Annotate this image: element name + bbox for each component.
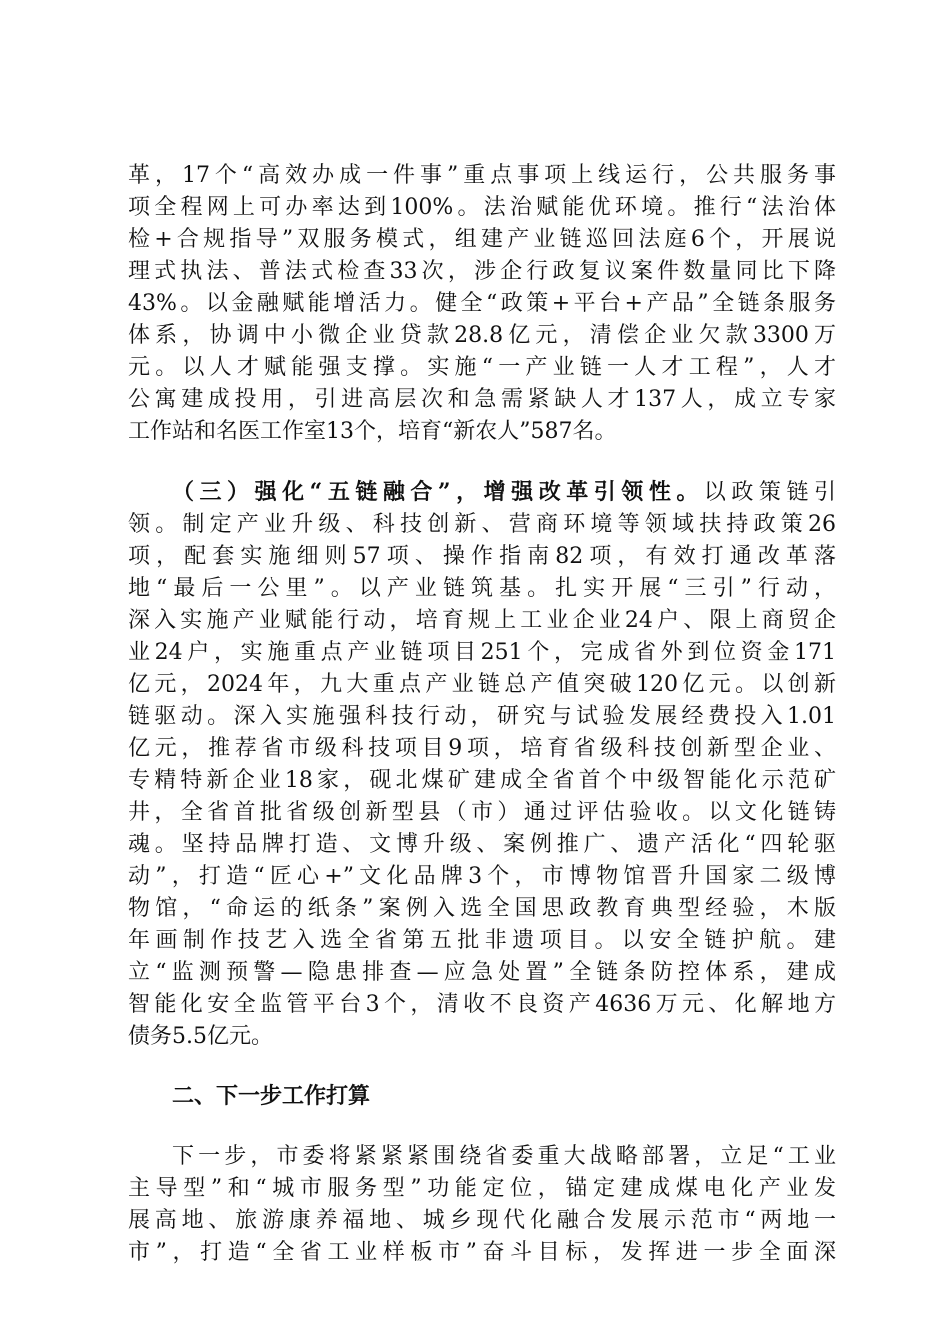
text-line: 地“最后一公里”。以产业链筑基。扎实开展“三引”行动，: [128, 576, 836, 601]
text-line: 链驱动。深入实施强科技行动，研究与试验发展经费投入1.01: [128, 704, 836, 729]
text-line: 理式执法、普法式检查33次，涉企行政复议案件数量同比下降: [128, 259, 836, 284]
text-line: 深入实施产业赋能行动，培育规上工业企业24户、限上商贸企: [128, 608, 836, 633]
text-line: 年画制作技艺入选全省第五批非遗项目。以安全链护航。建: [128, 928, 836, 953]
text-line: 市”，打造“全省工业样板市”奋斗目标，发挥进一步全面深: [128, 1240, 836, 1265]
text-line: 元。以人才赋能强支撑。实施“一产业链一人才工程”，人才: [128, 355, 836, 380]
text-line: 立“监测预警—隐患排查—应急处置”全链条防控体系，建成: [128, 960, 836, 985]
text-line: 井，全省首批省级创新型县（市）通过评估验收。以文化链铸: [128, 800, 836, 825]
text-line: 魂。坚持品牌打造、文博升级、案例推广、遗产活化“四轮驱: [128, 832, 836, 857]
text-line: [128, 476, 836, 509]
text-line: 检+合规指导”双服务模式，组建产业链巡回法庭6个，开展说: [128, 227, 836, 252]
section-lead-rest: 以政策链引: [703, 480, 836, 505]
text-line: 工作站和名医工作室13个，培育“新农人”587名。: [128, 419, 617, 444]
section-heading: 二、下一步工作打算: [172, 1084, 371, 1109]
text-line: 专精特新企业18家，砚北煤矿建成全省首个中级智能化示范矿: [128, 768, 836, 793]
text-line: 业24户，实施重点产业链项目251个，完成省外到位资金171: [128, 640, 836, 665]
section-lead-bold: （三）强化“五链融合”，增强改革引领性。: [172, 479, 704, 505]
document-page: [128, 160, 836, 1269]
text-line: 体系，协调中小微企业贷款28.8亿元，清偿企业欠款3300万: [128, 323, 836, 348]
text-line: 债务5.5亿元。: [128, 1024, 273, 1049]
text-line: 亿元，2024年，九大重点产业链总产值突破120亿元。以创新: [128, 672, 836, 697]
text-line: 项，配套实施细则57项、操作指南82项，有效打通改革落: [128, 544, 836, 569]
paragraph-five-chain-integration: [128, 476, 836, 1053]
text-line: 亿元，推荐省市级科技项目9项，培育省级科技创新型企业、: [128, 736, 836, 761]
paragraph-reform-summary: [128, 160, 836, 448]
text-line: 项全程网上可办率达到100%。法治赋能优环境。推行“法治体: [128, 195, 836, 220]
text-line: 主导型”和“城市服务型”功能定位，锚定建成煤电化产业发: [128, 1176, 836, 1201]
text-line: 下一步，市委将紧紧紧围绕省委重大战略部署，立足“工业: [172, 1144, 836, 1169]
paragraph-gap: [128, 1053, 836, 1081]
paragraph-gap: [128, 448, 836, 476]
text-line: 公寓建成投用，引进高层次和急需紧缺人才137人，成立专家: [128, 387, 836, 412]
paragraph-next-steps: [128, 1141, 836, 1269]
text-line: 革，17个“高效办成一件事”重点事项上线运行，公共服务事: [128, 163, 836, 188]
paragraph-gap: [128, 1113, 836, 1141]
text-line: 物馆，“命运的纸条”案例入选全国思政教育典型经验，木版: [128, 896, 836, 921]
text-line: 43%。以金融赋能增活力。健全“政策+平台+产品”全链条服务: [128, 291, 836, 316]
text-line: 动”，打造“匠心+”文化品牌3个，市博物馆晋升国家二级博: [128, 864, 836, 889]
text-line: 展高地、旅游康养福地、城乡现代化融合发展示范市“两地一: [128, 1208, 836, 1233]
text-line: 领。制定产业升级、科技创新、营商环境等领域扶持政策26: [128, 512, 836, 537]
text-line: 智能化安全监管平台3个，清收不良资产4636万元、化解地方: [128, 992, 836, 1017]
